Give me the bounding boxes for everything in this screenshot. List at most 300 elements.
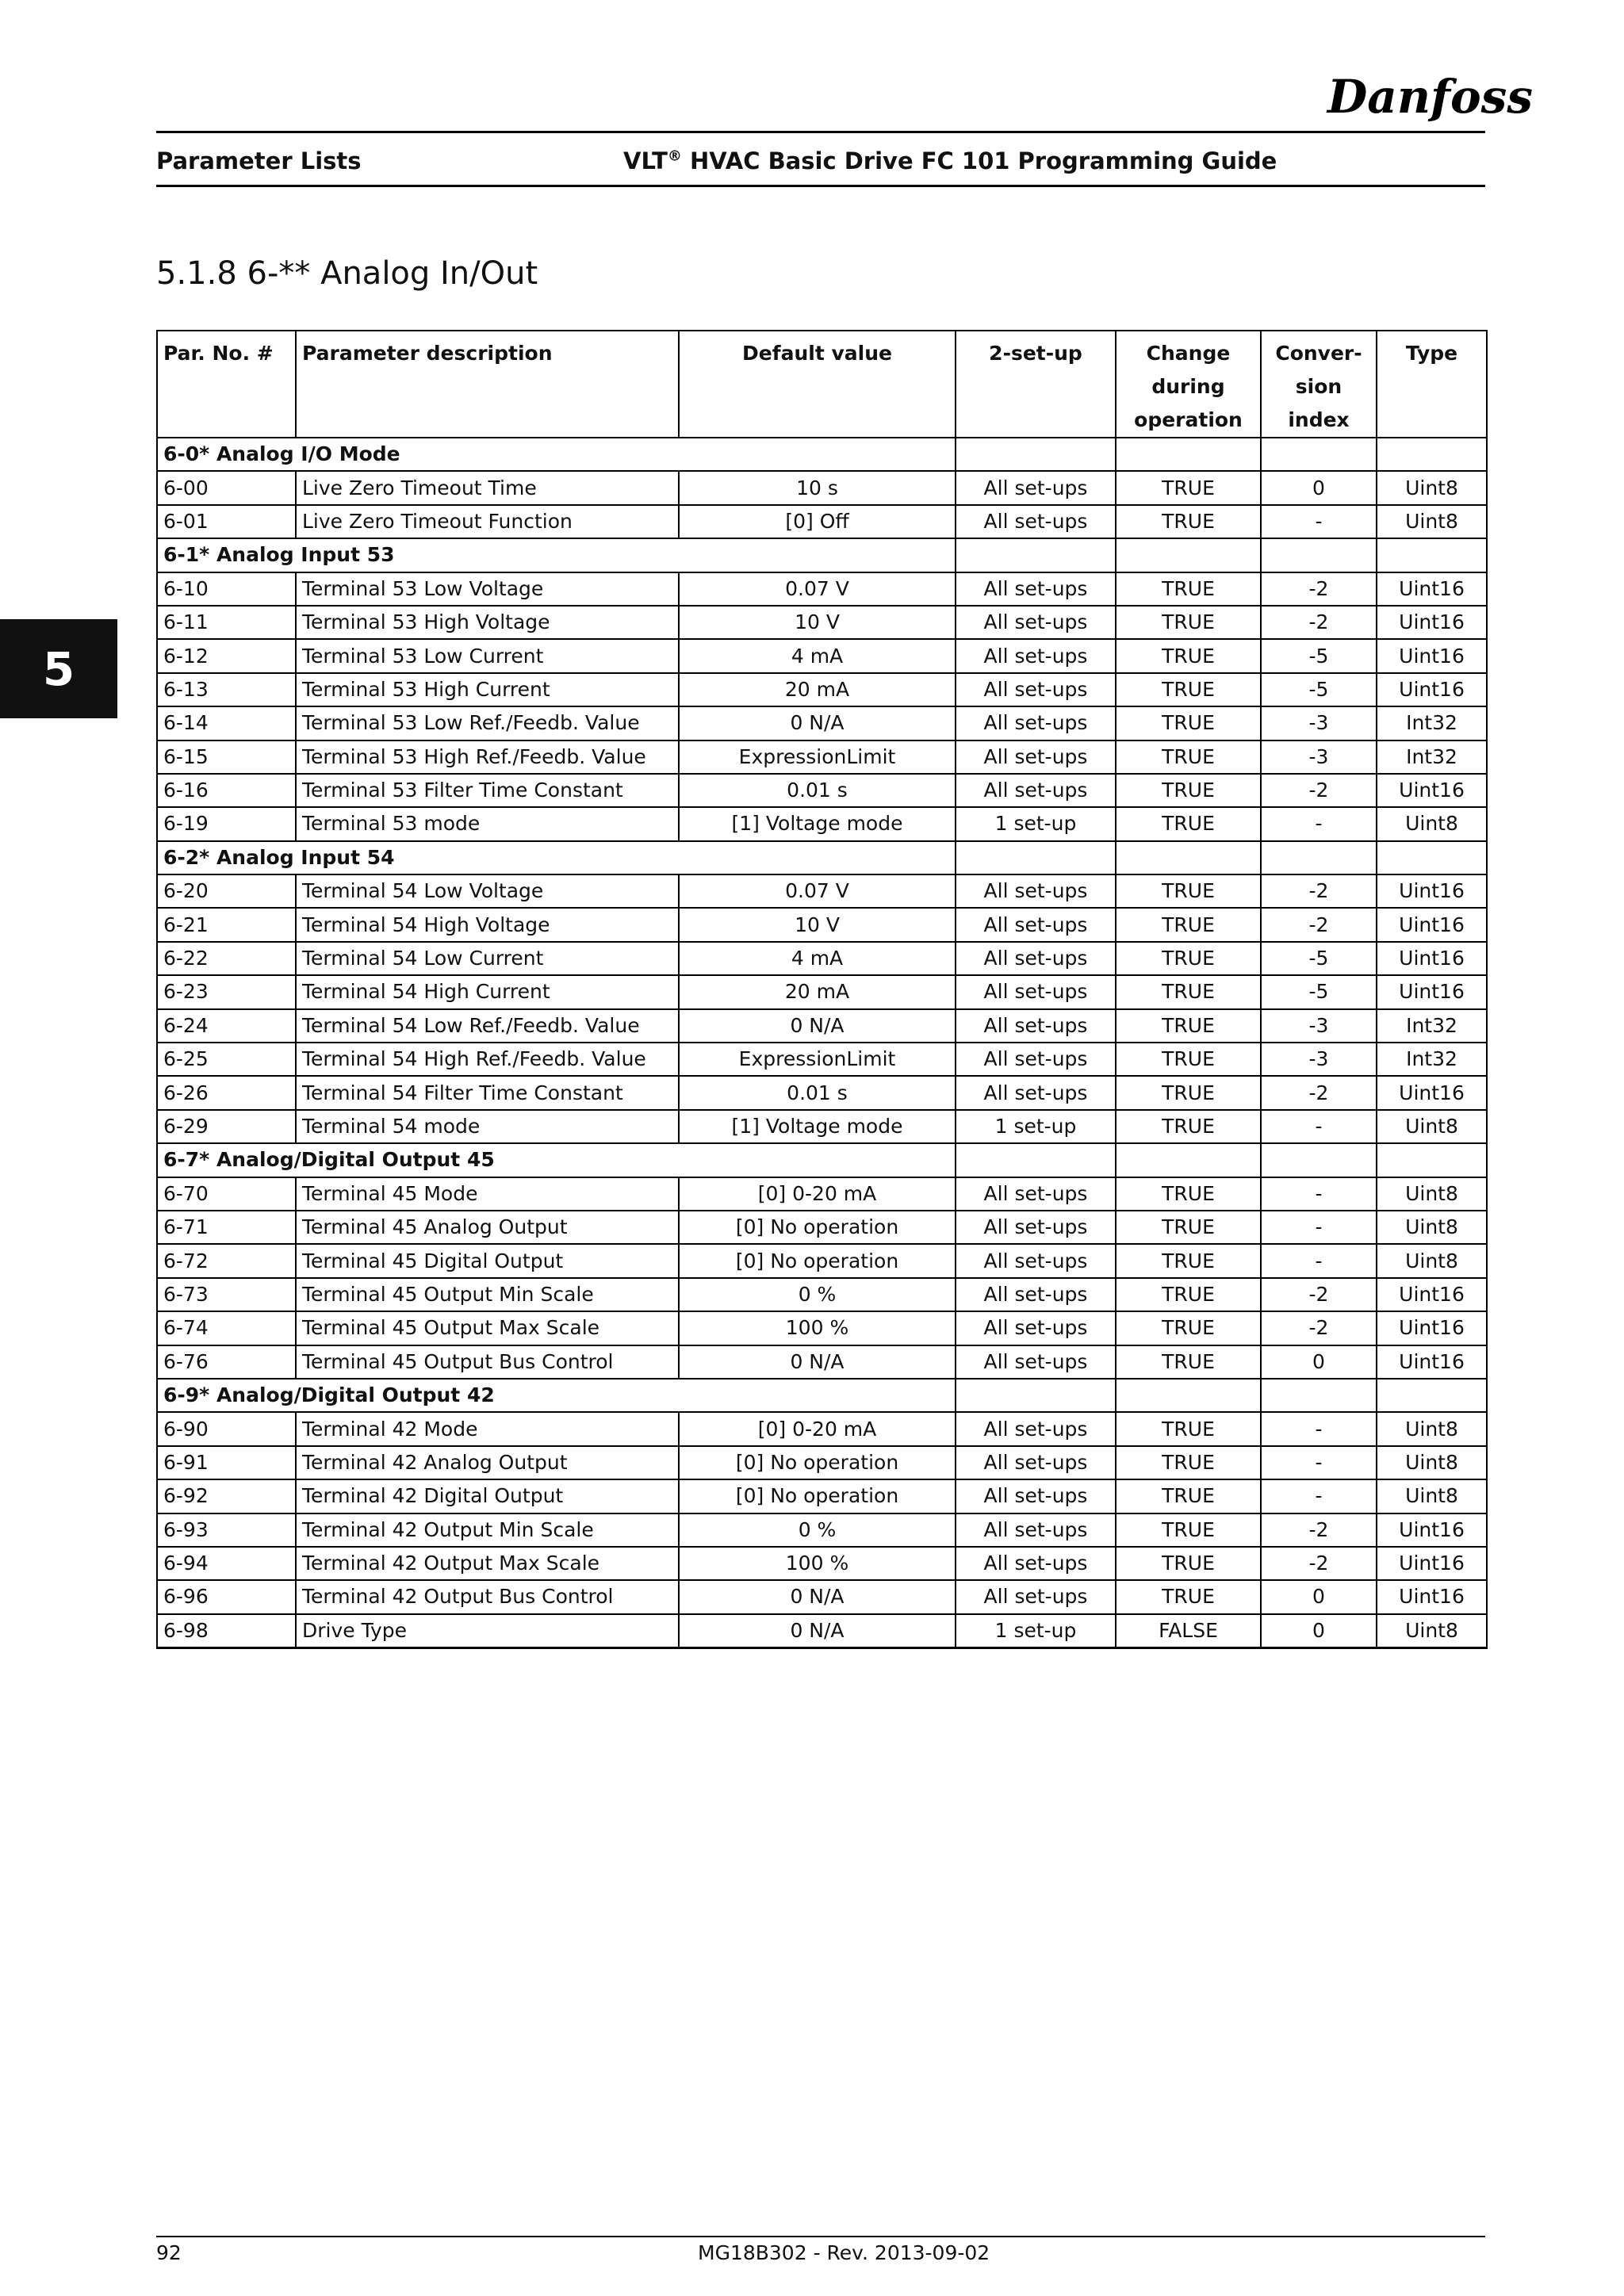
cell-default: [0] No operation <box>679 1446 956 1479</box>
empty-cell <box>1377 538 1487 572</box>
cell-par-no: 6-14 <box>157 706 296 740</box>
cell-change: TRUE <box>1116 1244 1261 1277</box>
cell-type: Uint16 <box>1377 942 1487 975</box>
cell-par-no: 6-25 <box>157 1043 296 1076</box>
cell-conversion: -2 <box>1261 606 1377 639</box>
cell-conversion: - <box>1261 1479 1377 1513</box>
cell-default: ExpressionLimit <box>679 1043 956 1076</box>
cell-par-no: 6-16 <box>157 774 296 807</box>
cell-change: TRUE <box>1116 1412 1261 1445</box>
cell-default: 10 V <box>679 908 956 941</box>
cell-par-no: 6-98 <box>157 1614 296 1648</box>
cell-type: Uint8 <box>1377 1244 1487 1277</box>
cell-conversion: - <box>1261 1177 1377 1211</box>
cell-conversion: -5 <box>1261 942 1377 975</box>
cell-default: [0] 0-20 mA <box>679 1412 956 1445</box>
cell-setup: All set-ups <box>956 1076 1116 1109</box>
cell-setup: All set-ups <box>956 774 1116 807</box>
group-title: 6-7* Analog/Digital Output 45 <box>157 1143 956 1177</box>
cell-description: Terminal 53 Low Voltage <box>296 572 679 606</box>
cell-conversion: 0 <box>1261 1580 1377 1613</box>
cell-description: Terminal 45 Output Bus Control <box>296 1345 679 1379</box>
chapter-tab: 5 <box>0 619 117 718</box>
cell-type: Uint8 <box>1377 1614 1487 1648</box>
cell-setup: All set-ups <box>956 942 1116 975</box>
cell-description: Terminal 45 Output Max Scale <box>296 1311 679 1345</box>
cell-setup: All set-ups <box>956 1177 1116 1211</box>
table-row <box>157 874 1487 908</box>
cell-default: 0 N/A <box>679 1580 956 1613</box>
cell-change: TRUE <box>1116 942 1261 975</box>
empty-cell <box>1377 841 1487 874</box>
cell-conversion: 0 <box>1261 1345 1377 1379</box>
cell-setup: All set-ups <box>956 1345 1116 1379</box>
cell-description: Terminal 45 Output Min Scale <box>296 1278 679 1311</box>
cell-par-no: 6-24 <box>157 1009 296 1043</box>
cell-change: TRUE <box>1116 908 1261 941</box>
cell-conversion: - <box>1261 505 1377 538</box>
cell-default: 0.07 V <box>679 874 956 908</box>
cell-conversion: -2 <box>1261 1311 1377 1345</box>
cell-type: Uint16 <box>1377 1513 1487 1547</box>
cell-type: Uint8 <box>1377 1446 1487 1479</box>
cell-par-no: 6-00 <box>157 471 296 504</box>
cell-setup: All set-ups <box>956 1311 1116 1345</box>
cell-type: Uint16 <box>1377 1580 1487 1613</box>
cell-description: Terminal 54 Low Current <box>296 942 679 975</box>
cell-description: Terminal 53 Low Current <box>296 639 679 672</box>
cell-par-no: 6-90 <box>157 1412 296 1445</box>
cell-change: TRUE <box>1116 1076 1261 1109</box>
table-row <box>157 505 1487 538</box>
cell-type: Int32 <box>1377 706 1487 740</box>
cell-setup: All set-ups <box>956 908 1116 941</box>
cell-type: Uint16 <box>1377 572 1487 606</box>
cell-type: Uint16 <box>1377 673 1487 706</box>
cell-type: Int32 <box>1377 1009 1487 1043</box>
cell-type: Uint16 <box>1377 975 1487 1008</box>
cell-setup: 1 set-up <box>956 1110 1116 1143</box>
cell-par-no: 6-22 <box>157 942 296 975</box>
cell-default: ExpressionLimit <box>679 740 956 774</box>
cell-par-no: 6-12 <box>157 639 296 672</box>
cell-conversion: -2 <box>1261 908 1377 941</box>
table-row <box>157 639 1487 672</box>
cell-setup: All set-ups <box>956 1580 1116 1613</box>
cell-type: Uint16 <box>1377 1311 1487 1345</box>
logo-wordmark: Danfoss <box>1327 70 1533 124</box>
cell-change: TRUE <box>1116 505 1261 538</box>
cell-default: [0] Off <box>679 505 956 538</box>
cell-description: Terminal 42 Mode <box>296 1412 679 1445</box>
table-row <box>157 774 1487 807</box>
cell-change: TRUE <box>1116 874 1261 908</box>
cell-type: Uint16 <box>1377 639 1487 672</box>
cell-setup: All set-ups <box>956 1446 1116 1479</box>
cell-change: TRUE <box>1116 1311 1261 1345</box>
cell-description: Drive Type <box>296 1614 679 1648</box>
cell-type: Uint8 <box>1377 505 1487 538</box>
cell-default: 10 V <box>679 606 956 639</box>
cell-change: TRUE <box>1116 740 1261 774</box>
cell-change: TRUE <box>1116 1043 1261 1076</box>
cell-type: Uint16 <box>1377 1345 1487 1379</box>
group-title: 6-9* Analog/Digital Output 42 <box>157 1379 956 1412</box>
header-rule-top <box>156 131 1485 133</box>
empty-cell <box>956 1379 1116 1412</box>
cell-description: Terminal 53 mode <box>296 807 679 840</box>
section-title: 5.1.8 6-** Analog In/Out <box>156 255 538 292</box>
table-row <box>157 1513 1487 1547</box>
cell-setup: All set-ups <box>956 740 1116 774</box>
empty-cell <box>1377 1143 1487 1177</box>
cell-conversion: -2 <box>1261 1076 1377 1109</box>
cell-default: 0 % <box>679 1513 956 1547</box>
cell-par-no: 6-10 <box>157 572 296 606</box>
cell-setup: All set-ups <box>956 874 1116 908</box>
cell-conversion: -5 <box>1261 975 1377 1008</box>
table-row <box>157 1345 1487 1379</box>
page-number: 92 <box>156 2241 182 2264</box>
cell-default: [0] No operation <box>679 1479 956 1513</box>
cell-type: Uint8 <box>1377 1211 1487 1244</box>
cell-setup: All set-ups <box>956 572 1116 606</box>
cell-description: Terminal 45 Analog Output <box>296 1211 679 1244</box>
cell-description: Terminal 45 Mode <box>296 1177 679 1211</box>
group-row <box>157 538 1487 572</box>
table-row <box>157 807 1487 840</box>
table-body <box>157 438 1487 1648</box>
cell-change: TRUE <box>1116 1547 1261 1580</box>
table-row <box>157 1177 1487 1211</box>
cell-par-no: 6-91 <box>157 1446 296 1479</box>
empty-cell <box>1261 438 1377 471</box>
table-row <box>157 1580 1487 1613</box>
running-header-section: Parameter Lists <box>156 147 362 174</box>
cell-setup: All set-ups <box>956 639 1116 672</box>
table-row <box>157 908 1487 941</box>
cell-conversion: -5 <box>1261 673 1377 706</box>
cell-change: TRUE <box>1116 807 1261 840</box>
empty-cell <box>1116 1143 1261 1177</box>
cell-change: TRUE <box>1116 471 1261 504</box>
cell-description: Live Zero Timeout Function <box>296 505 679 538</box>
cell-change: TRUE <box>1116 1177 1261 1211</box>
table-row <box>157 673 1487 706</box>
cell-par-no: 6-23 <box>157 975 296 1008</box>
cell-conversion: -2 <box>1261 572 1377 606</box>
group-row <box>157 841 1487 874</box>
table-row <box>157 1614 1487 1648</box>
running-header-title <box>623 147 1277 174</box>
cell-setup: All set-ups <box>956 1009 1116 1043</box>
group-row <box>157 1379 1487 1412</box>
empty-cell <box>1116 841 1261 874</box>
cell-change: TRUE <box>1116 1211 1261 1244</box>
table-row <box>157 942 1487 975</box>
cell-default: [0] 0-20 mA <box>679 1177 956 1211</box>
cell-conversion: -2 <box>1261 1278 1377 1311</box>
cell-setup: All set-ups <box>956 1412 1116 1445</box>
header-type: Type <box>1377 331 1487 438</box>
cell-default: 0 N/A <box>679 1345 956 1379</box>
cell-default: 0.07 V <box>679 572 956 606</box>
cell-conversion: -3 <box>1261 1009 1377 1043</box>
cell-par-no: 6-72 <box>157 1244 296 1277</box>
cell-type: Uint16 <box>1377 874 1487 908</box>
cell-default: 20 mA <box>679 673 956 706</box>
cell-par-no: 6-73 <box>157 1278 296 1311</box>
cell-par-no: 6-21 <box>157 908 296 941</box>
cell-change: TRUE <box>1116 1110 1261 1143</box>
cell-setup: All set-ups <box>956 1547 1116 1580</box>
header-description: Parameter description <box>296 331 679 438</box>
cell-conversion: 0 <box>1261 471 1377 504</box>
cell-default: 10 s <box>679 471 956 504</box>
group-title: 6-0* Analog I/O Mode <box>157 438 956 471</box>
cell-default: 0 N/A <box>679 1009 956 1043</box>
cell-default: 0 % <box>679 1278 956 1311</box>
empty-cell <box>956 538 1116 572</box>
cell-default: 4 mA <box>679 639 956 672</box>
cell-change: TRUE <box>1116 975 1261 1008</box>
cell-setup: All set-ups <box>956 1278 1116 1311</box>
cell-par-no: 6-20 <box>157 874 296 908</box>
cell-default: [1] Voltage mode <box>679 1110 956 1143</box>
cell-conversion: - <box>1261 1412 1377 1445</box>
cell-par-no: 6-13 <box>157 673 296 706</box>
empty-cell <box>956 438 1116 471</box>
cell-type: Uint16 <box>1377 908 1487 941</box>
cell-change: TRUE <box>1116 1580 1261 1613</box>
cell-type: Int32 <box>1377 1043 1487 1076</box>
cell-type: Uint16 <box>1377 606 1487 639</box>
group-title: 6-1* Analog Input 53 <box>157 538 956 572</box>
cell-change: TRUE <box>1116 639 1261 672</box>
cell-description: Terminal 54 Low Voltage <box>296 874 679 908</box>
cell-description: Terminal 54 High Voltage <box>296 908 679 941</box>
cell-description: Terminal 42 Output Bus Control <box>296 1580 679 1613</box>
cell-conversion: -3 <box>1261 706 1377 740</box>
table-row <box>157 1043 1487 1076</box>
cell-conversion: -2 <box>1261 1547 1377 1580</box>
table-header-row <box>157 331 1487 438</box>
cell-change: TRUE <box>1116 673 1261 706</box>
cell-par-no: 6-96 <box>157 1580 296 1613</box>
cell-default: 0.01 s <box>679 774 956 807</box>
table-row <box>157 1244 1487 1277</box>
empty-cell <box>1377 1379 1487 1412</box>
cell-change: TRUE <box>1116 1479 1261 1513</box>
cell-type: Uint16 <box>1377 1076 1487 1109</box>
cell-description: Terminal 54 mode <box>296 1110 679 1143</box>
cell-default: 100 % <box>679 1311 956 1345</box>
parameter-table <box>156 330 1488 1649</box>
empty-cell <box>1116 438 1261 471</box>
cell-description: Terminal 54 Filter Time Constant <box>296 1076 679 1109</box>
cell-description: Terminal 53 High Current <box>296 673 679 706</box>
table-row <box>157 1110 1487 1143</box>
cell-setup: All set-ups <box>956 673 1116 706</box>
cell-par-no: 6-29 <box>157 1110 296 1143</box>
cell-setup: 1 set-up <box>956 807 1116 840</box>
cell-conversion: - <box>1261 1211 1377 1244</box>
danfoss-logo <box>1324 63 1533 127</box>
table-row <box>157 606 1487 639</box>
cell-description: Terminal 53 High Voltage <box>296 606 679 639</box>
table-row <box>157 975 1487 1008</box>
header-default: Default value <box>679 331 956 438</box>
cell-default: 0 N/A <box>679 1614 956 1648</box>
table-row <box>157 1446 1487 1479</box>
header-setup: 2-set-up <box>956 331 1116 438</box>
cell-setup: All set-ups <box>956 975 1116 1008</box>
cell-description: Terminal 53 Filter Time Constant <box>296 774 679 807</box>
empty-cell <box>1261 1143 1377 1177</box>
cell-default: [0] No operation <box>679 1244 956 1277</box>
cell-description: Terminal 42 Analog Output <box>296 1446 679 1479</box>
cell-change: TRUE <box>1116 572 1261 606</box>
table-row <box>157 1412 1487 1445</box>
cell-conversion: - <box>1261 807 1377 840</box>
header-par-no: Par. No. # <box>157 331 296 438</box>
cell-par-no: 6-76 <box>157 1345 296 1379</box>
document-id: MG18B302 - Rev. 2013-09-02 <box>698 2241 990 2264</box>
cell-par-no: 6-71 <box>157 1211 296 1244</box>
cell-description: Terminal 54 High Current <box>296 975 679 1008</box>
cell-description: Terminal 53 High Ref./Feedb. Value <box>296 740 679 774</box>
cell-type: Uint16 <box>1377 774 1487 807</box>
empty-cell <box>1116 1379 1261 1412</box>
registered-mark: ® <box>667 147 682 165</box>
cell-setup: All set-ups <box>956 1211 1116 1244</box>
cell-type: Int32 <box>1377 740 1487 774</box>
cell-par-no: 6-92 <box>157 1479 296 1513</box>
title-prefix: VLT <box>623 147 668 174</box>
cell-par-no: 6-01 <box>157 505 296 538</box>
cell-description: Live Zero Timeout Time <box>296 471 679 504</box>
cell-change: TRUE <box>1116 1009 1261 1043</box>
empty-cell <box>956 841 1116 874</box>
cell-setup: All set-ups <box>956 1479 1116 1513</box>
table-row <box>157 1211 1487 1244</box>
cell-description: Terminal 42 Digital Output <box>296 1479 679 1513</box>
group-title: 6-2* Analog Input 54 <box>157 841 956 874</box>
cell-conversion: -2 <box>1261 874 1377 908</box>
table-row <box>157 740 1487 774</box>
cell-default: [1] Voltage mode <box>679 807 956 840</box>
cell-par-no: 6-11 <box>157 606 296 639</box>
cell-conversion: - <box>1261 1244 1377 1277</box>
empty-cell <box>1116 538 1261 572</box>
cell-conversion: -2 <box>1261 1513 1377 1547</box>
cell-change: TRUE <box>1116 606 1261 639</box>
table-row <box>157 1311 1487 1345</box>
cell-setup: All set-ups <box>956 471 1116 504</box>
cell-par-no: 6-26 <box>157 1076 296 1109</box>
cell-change: TRUE <box>1116 706 1261 740</box>
footer-rule <box>156 2236 1485 2237</box>
group-row <box>157 438 1487 471</box>
cell-conversion: -5 <box>1261 639 1377 672</box>
cell-conversion: -3 <box>1261 1043 1377 1076</box>
cell-par-no: 6-93 <box>157 1513 296 1547</box>
cell-change: TRUE <box>1116 1278 1261 1311</box>
cell-description: Terminal 53 Low Ref./Feedb. Value <box>296 706 679 740</box>
cell-setup: All set-ups <box>956 1513 1116 1547</box>
cell-type: Uint16 <box>1377 1278 1487 1311</box>
empty-cell <box>956 1143 1116 1177</box>
table-row <box>157 471 1487 504</box>
cell-conversion: -3 <box>1261 740 1377 774</box>
cell-description: Terminal 42 Output Min Scale <box>296 1513 679 1547</box>
cell-setup: All set-ups <box>956 1244 1116 1277</box>
cell-default: 100 % <box>679 1547 956 1580</box>
cell-default: 0.01 s <box>679 1076 956 1109</box>
table-row <box>157 706 1487 740</box>
cell-par-no: 6-70 <box>157 1177 296 1211</box>
table-row <box>157 572 1487 606</box>
cell-conversion: - <box>1261 1110 1377 1143</box>
title-suffix: HVAC Basic Drive FC 101 Programming Guide <box>681 147 1277 174</box>
cell-description: Terminal 42 Output Max Scale <box>296 1547 679 1580</box>
cell-change: FALSE <box>1116 1614 1261 1648</box>
table-row <box>157 1076 1487 1109</box>
cell-setup: All set-ups <box>956 706 1116 740</box>
cell-type: Uint8 <box>1377 807 1487 840</box>
cell-setup: All set-ups <box>956 505 1116 538</box>
cell-description: Terminal 54 High Ref./Feedb. Value <box>296 1043 679 1076</box>
empty-cell <box>1377 438 1487 471</box>
cell-default: 4 mA <box>679 942 956 975</box>
header-change: Change during operation <box>1116 331 1261 438</box>
cell-description: Terminal 54 Low Ref./Feedb. Value <box>296 1009 679 1043</box>
cell-setup: All set-ups <box>956 1043 1116 1076</box>
cell-default: 20 mA <box>679 975 956 1008</box>
table-row <box>157 1479 1487 1513</box>
cell-conversion: 0 <box>1261 1614 1377 1648</box>
cell-par-no: 6-15 <box>157 740 296 774</box>
cell-change: TRUE <box>1116 1513 1261 1547</box>
cell-description: Terminal 45 Digital Output <box>296 1244 679 1277</box>
table-row <box>157 1547 1487 1580</box>
header-conversion: Conver-sion index <box>1261 331 1377 438</box>
header-rule-bottom <box>156 185 1485 187</box>
cell-type: Uint8 <box>1377 471 1487 504</box>
cell-par-no: 6-19 <box>157 807 296 840</box>
cell-type: Uint8 <box>1377 1479 1487 1513</box>
group-row <box>157 1143 1487 1177</box>
empty-cell <box>1261 538 1377 572</box>
cell-setup: All set-ups <box>956 606 1116 639</box>
cell-default: 0 N/A <box>679 706 956 740</box>
cell-par-no: 6-74 <box>157 1311 296 1345</box>
cell-conversion: - <box>1261 1446 1377 1479</box>
cell-par-no: 6-94 <box>157 1547 296 1580</box>
cell-type: Uint16 <box>1377 1547 1487 1580</box>
table-row <box>157 1278 1487 1311</box>
empty-cell <box>1261 841 1377 874</box>
empty-cell <box>1261 1379 1377 1412</box>
cell-conversion: -2 <box>1261 774 1377 807</box>
cell-setup: 1 set-up <box>956 1614 1116 1648</box>
cell-default: [0] No operation <box>679 1211 956 1244</box>
cell-change: TRUE <box>1116 1345 1261 1379</box>
cell-change: TRUE <box>1116 1446 1261 1479</box>
table-row <box>157 1009 1487 1043</box>
cell-type: Uint8 <box>1377 1412 1487 1445</box>
cell-type: Uint8 <box>1377 1110 1487 1143</box>
